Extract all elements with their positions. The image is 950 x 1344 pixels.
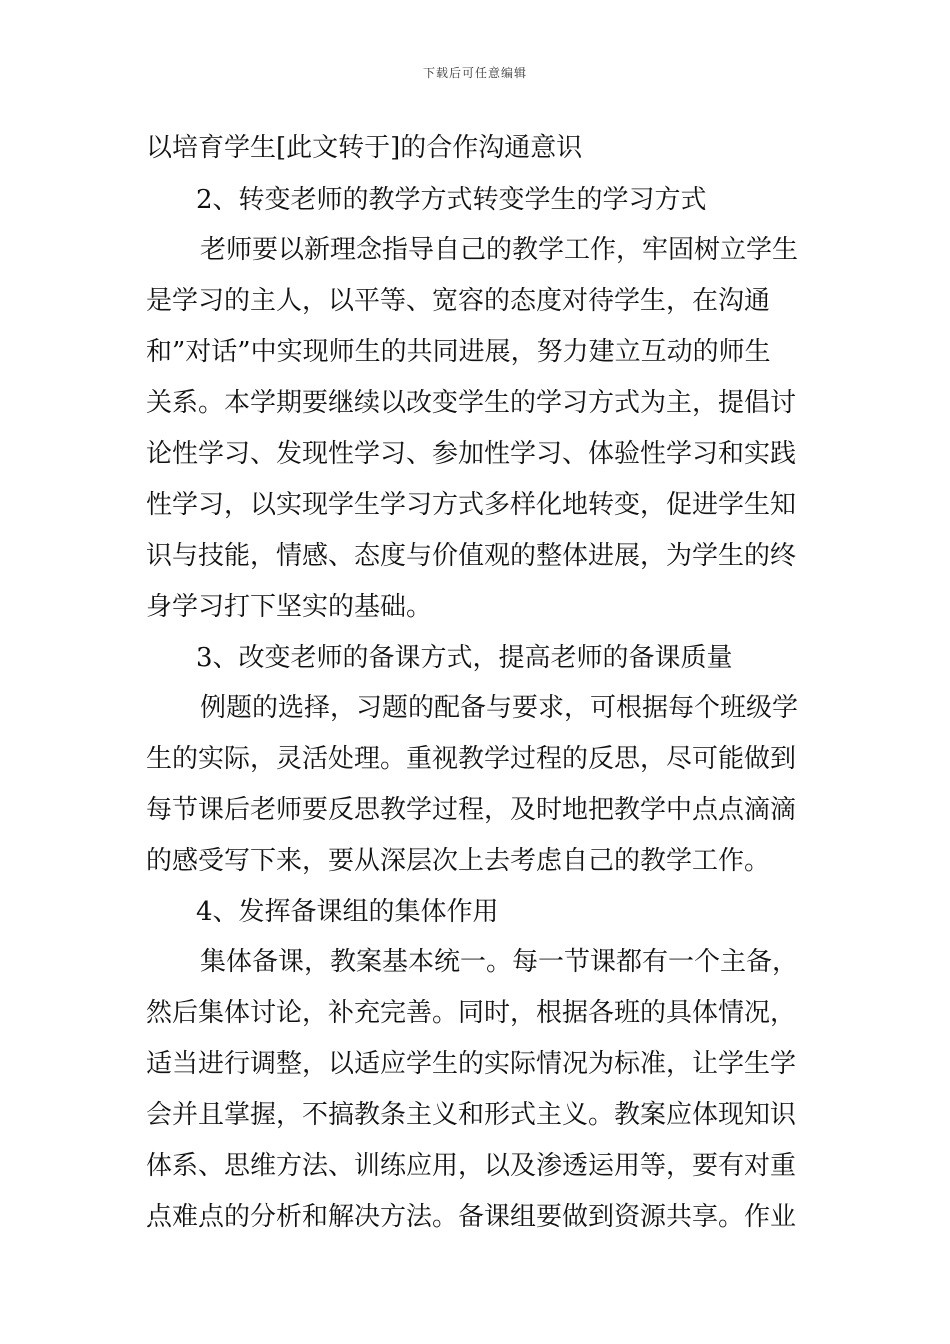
text-line: 例题的选择，习题的配备与要求，可根据每个班级学	[200, 693, 799, 723]
text-line: 每节课后老师要反思教学过程，及时地把教学中点点滴滴	[146, 795, 797, 825]
text-line: 身学习打下坚实的基础。	[146, 592, 433, 622]
section-heading: 2、转变老师的教学方式转变学生的学习方式	[196, 185, 707, 215]
text-line: 以培育学生[此文转于]的合作沟通意识	[146, 133, 583, 163]
text-line: 论性学习、发现性学习、参加性学习、体验性学习和实践	[146, 439, 797, 469]
text-line: 点难点的分析和解决方法。备课组要做到资源共享。作业	[146, 1202, 797, 1232]
text-line: 关系。本学期要继续以改变学生的学习方式为主，提倡讨	[146, 388, 797, 418]
text-line: 的感受写下来，要从深层次上去考虑自己的教学工作。	[146, 846, 771, 876]
text-line: 适当进行调整，以适应学生的实际情况为标准，让学生学	[146, 1049, 797, 1079]
page-header: 下载后可任意编辑	[422, 66, 527, 80]
text-line: 性学习，以实现学生学习方式多样化地转变，促进学生知	[146, 490, 797, 520]
text-line: 和”对话”中实现师生的共同进展，努力建立互动的师生	[146, 337, 771, 367]
text-line: 识与技能，情感、态度与价值观的整体进展，为学生的终	[146, 541, 797, 571]
text-line: 是学习的主人，以平等、宽容的态度对待学生，在沟通	[146, 286, 771, 316]
text-line: 然后集体讨论，补充完善。同时，根据各班的具体情况，	[146, 998, 797, 1028]
text-line: 体系、思维方法、训练应用，以及渗透运用等，要有对重	[146, 1151, 797, 1181]
section-heading: 3、改变老师的备课方式，提高老师的备课质量	[196, 643, 733, 673]
section-heading: 4、发挥备课组的集体作用	[196, 897, 499, 927]
text-line: 老师要以新理念指导自己的教学工作，牢固树立学生	[200, 235, 799, 265]
text-line: 集体备课，教案基本统一。每一节课都有一个主备，	[200, 947, 799, 977]
text-line: 生的实际，灵活处理。重视教学过程的反思，尽可能做到	[146, 744, 797, 774]
text-line: 会并且掌握，不搞教条主义和形式主义。教案应体现知识	[146, 1100, 797, 1130]
